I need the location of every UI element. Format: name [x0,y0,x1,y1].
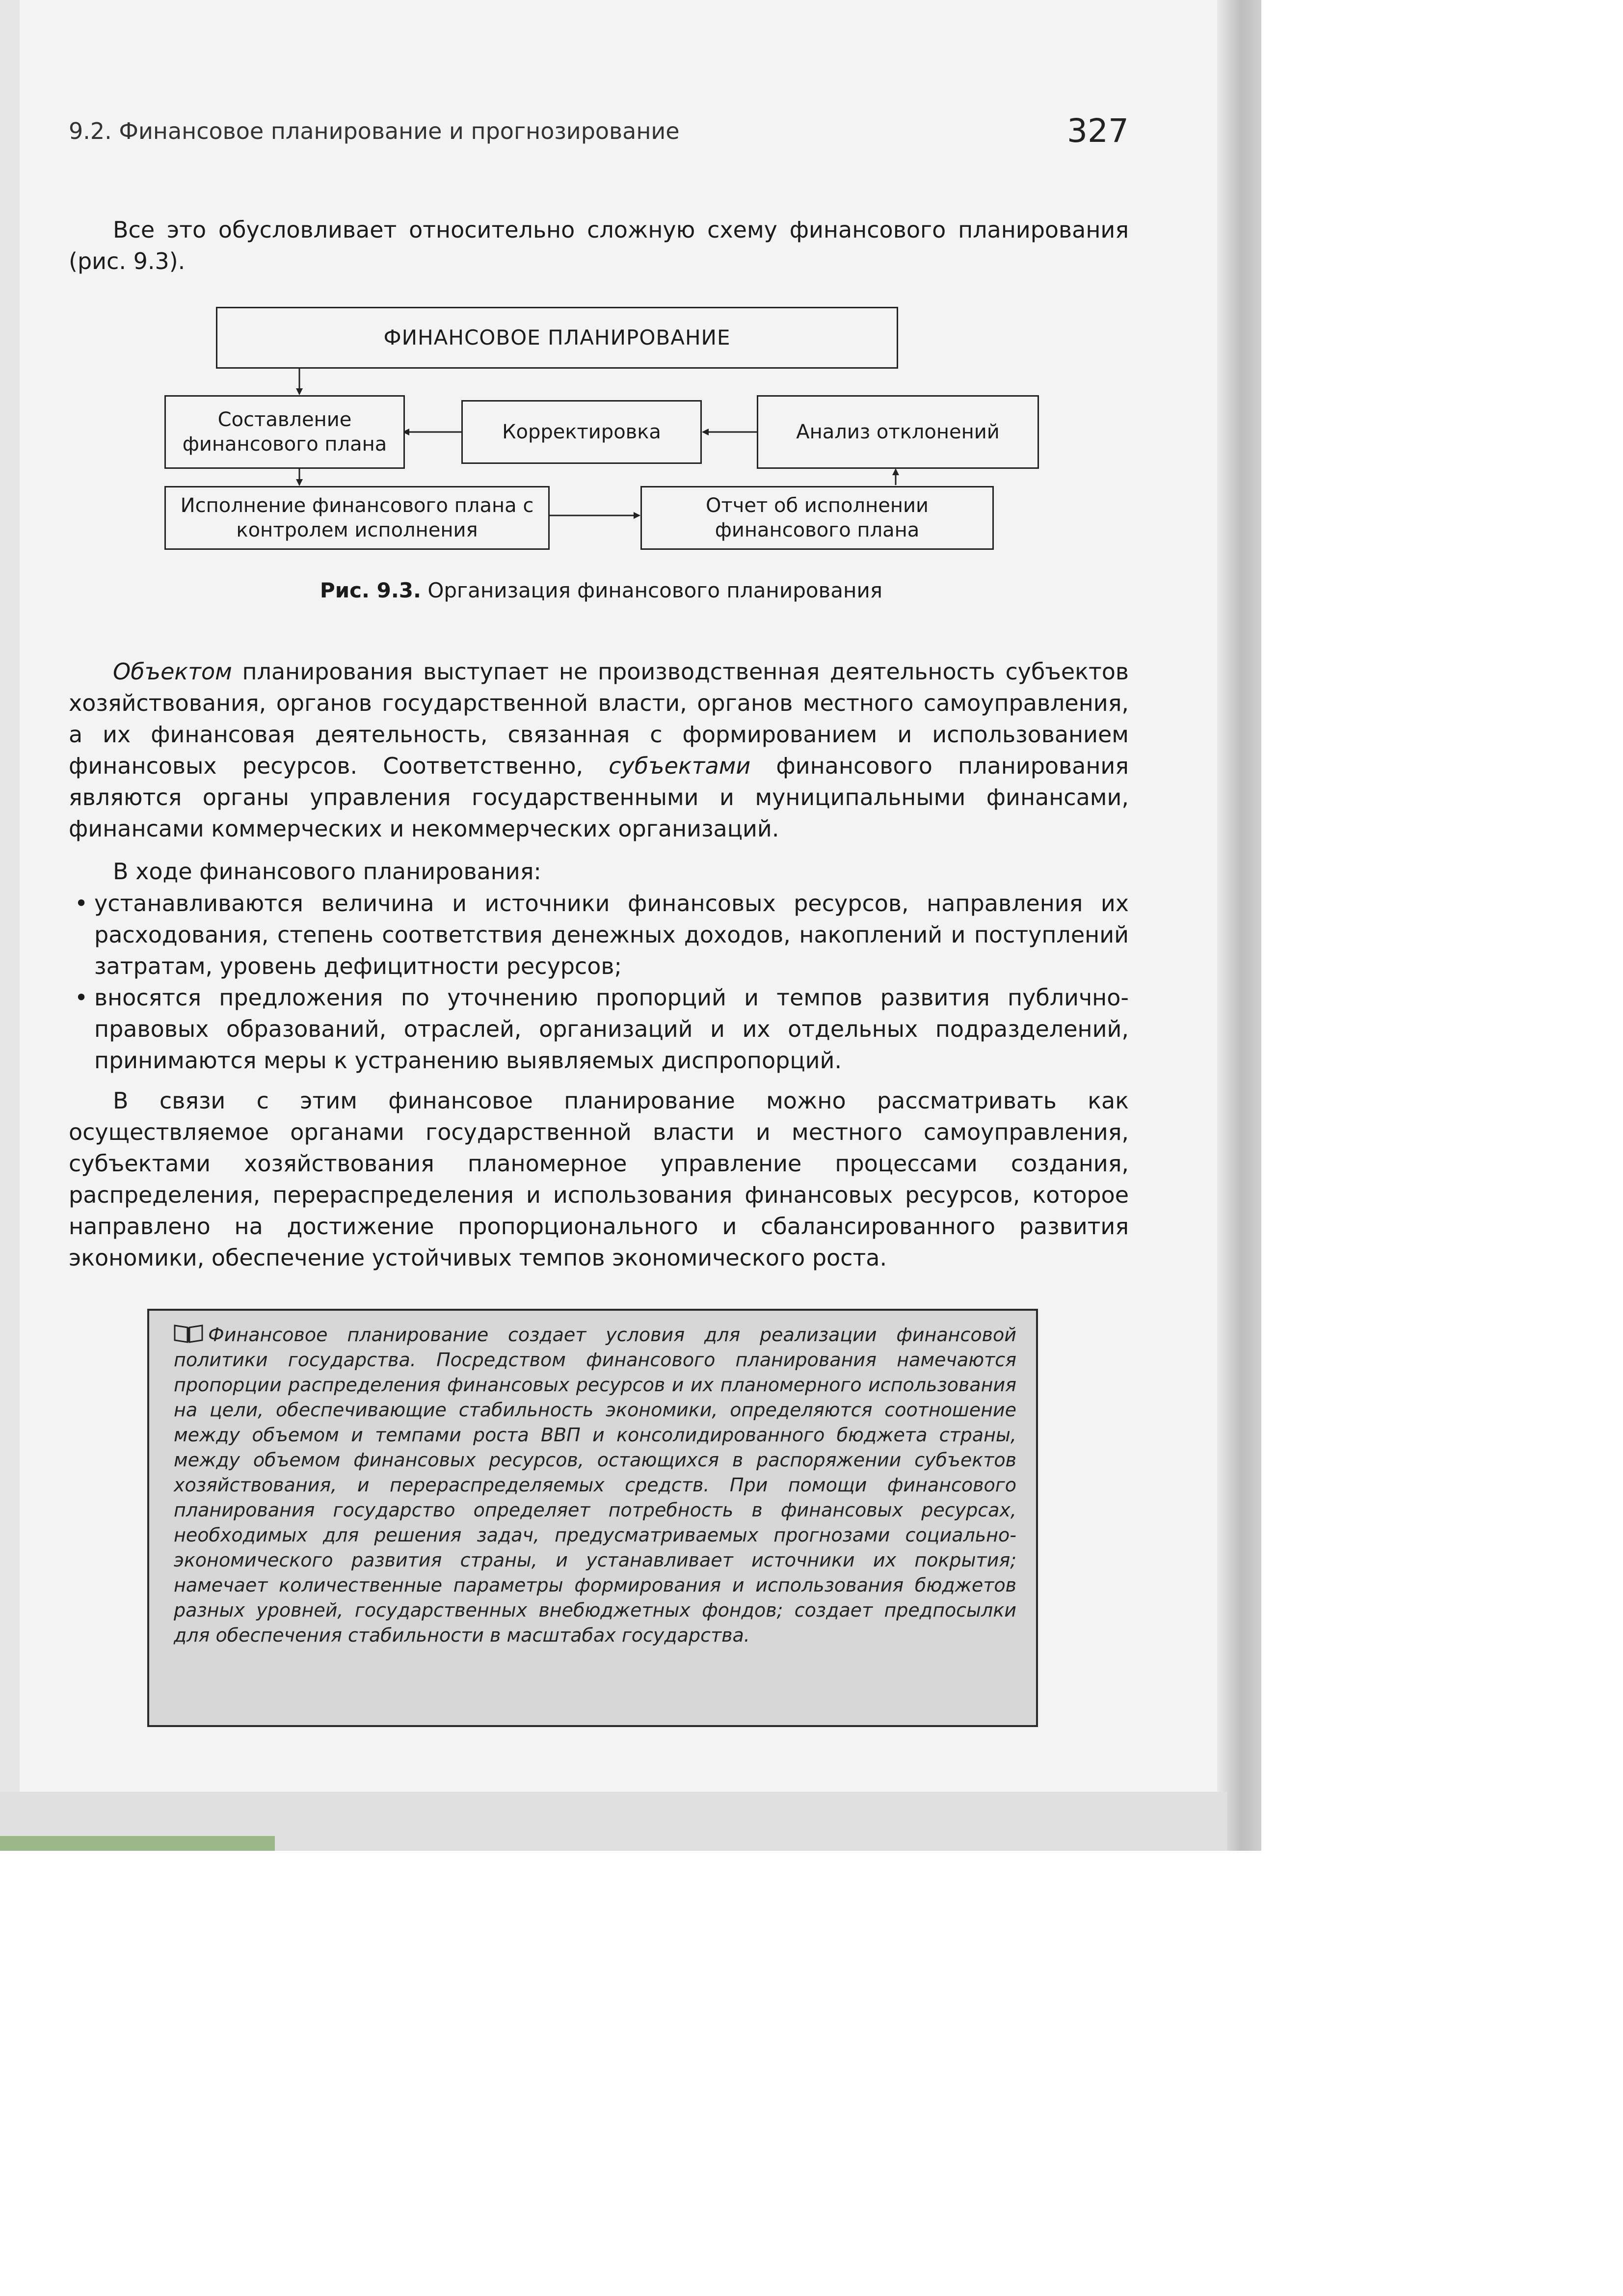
section-title: 9.2. Финансовое планирование и прогнозирование [69,118,680,144]
open-book-icon [174,1324,203,1343]
figure-title: Организация финансового планирования [427,578,883,602]
box-correction: Корректировка [461,400,702,464]
binding-shadow [1217,0,1261,1851]
bullet-text-resources: устанавливаются величина и источники финансовых ресурсов, направления их расходования, степень соответствия денежных доходов, накоплений и поступлений затратам, уровень дефицитности ресурсов; [94,890,1129,979]
paragraph-during-planning: В ходе финансового планирования: [113,858,541,885]
note-box [147,1309,1038,1727]
box-compose-plan: Составление финансового плана [164,395,405,469]
running-header [69,112,1129,151]
paragraph-object-subject [69,656,1129,844]
term-subjects: субъектами [609,753,751,779]
term-object: Объектом [113,658,232,685]
intro-paragraph: Все это обусловливает относительно сложную схему финансового планирования (рис. 9.3). [69,216,1129,274]
box-deviation-analysis: Анализ отклонений [757,395,1039,469]
planning-bullet-list [75,888,1129,1076]
bullet-item-resources [75,888,1129,982]
financial-planning-diagram [162,299,1040,555]
bullet-text-proposals: вносятся предложения по уточнению пропорций и темпов развития публично-правовых образований, отраслей, организаций и их отдельных подразделений, принимаются меры к устранению выявляемых диспропорций. [94,984,1129,1074]
note-text-block [174,1323,1016,1648]
paragraph-planning-definition: В связи с этим финансовое планирование можно рассматривать как осуществляемое органами государственной власти и местного самоуправления, субъектами хозяйствования планомерное управление процессами создания, распределения, перераспределения и использования финансовых ресурсов, которое направлено на достижение пропорционального и сбалансированного развития экономики, обеспечение устойчивых темпов экономического роста. [69,1087,1129,1271]
box-financial-planning: ФИНАНСОВОЕ ПЛАНИРОВАНИЕ [216,307,898,369]
figure-label: Рис. 9.3. [319,578,421,602]
page-left-edge [0,0,20,1851]
bullet-item-proposals [75,982,1129,1076]
bullet-icon: • [75,890,88,917]
box-execution-report: Отчет об исполнении финансового плана [640,486,994,550]
book-cover-edge [0,1836,275,1851]
paragraph-object-text-b: финансового планирования являются органы управления государственными и муниципальными финансами, финансами коммерческих и некоммерческих организаций. [69,753,1129,842]
paragraph-object-text-a: планирования выступает не производственная деятельность субъектов хозяйствования, органов государственной власти, органов местного самоуправления, а их финансовая деятельность, связанная с формированием и использованием финансовых ресурсов. Соответственно, [69,658,1129,779]
bullet-icon: • [75,984,88,1011]
figure-caption [162,578,1040,602]
note-text: Финансовое планирование создает условия для реализации финансовой политики государства. Посредством финансового планирования намечаются пропорции распределения финансовых ресурсов и их планомерного использования на цели, обеспечивающие стабильность экономики, определяются соотношение между объемом и темпами роста ВВП и консолидированного бюджета страны, между объемом финансовых ресурсов, остающихся в распоряжении субъектов хозяйствования, и перераспределяемых средств. При помощи финансового планирования государство определяет потребность в финансовых ресурсах, необходимых для решения задач, предусматриваемых прогнозами социально-экономического развития страны, и устанавливает источники их покрытия; намечает количественные параметры формирования и использования бюджетов разных уровней, государственных внебюджетных фондов; создает предпосылки для обеспечения стабильности в масштабах государства. [174,1324,1016,1646]
page-number: 327 [1067,112,1129,150]
box-plan-execution: Исполнение финансового плана с контролем исполнения [164,486,550,550]
